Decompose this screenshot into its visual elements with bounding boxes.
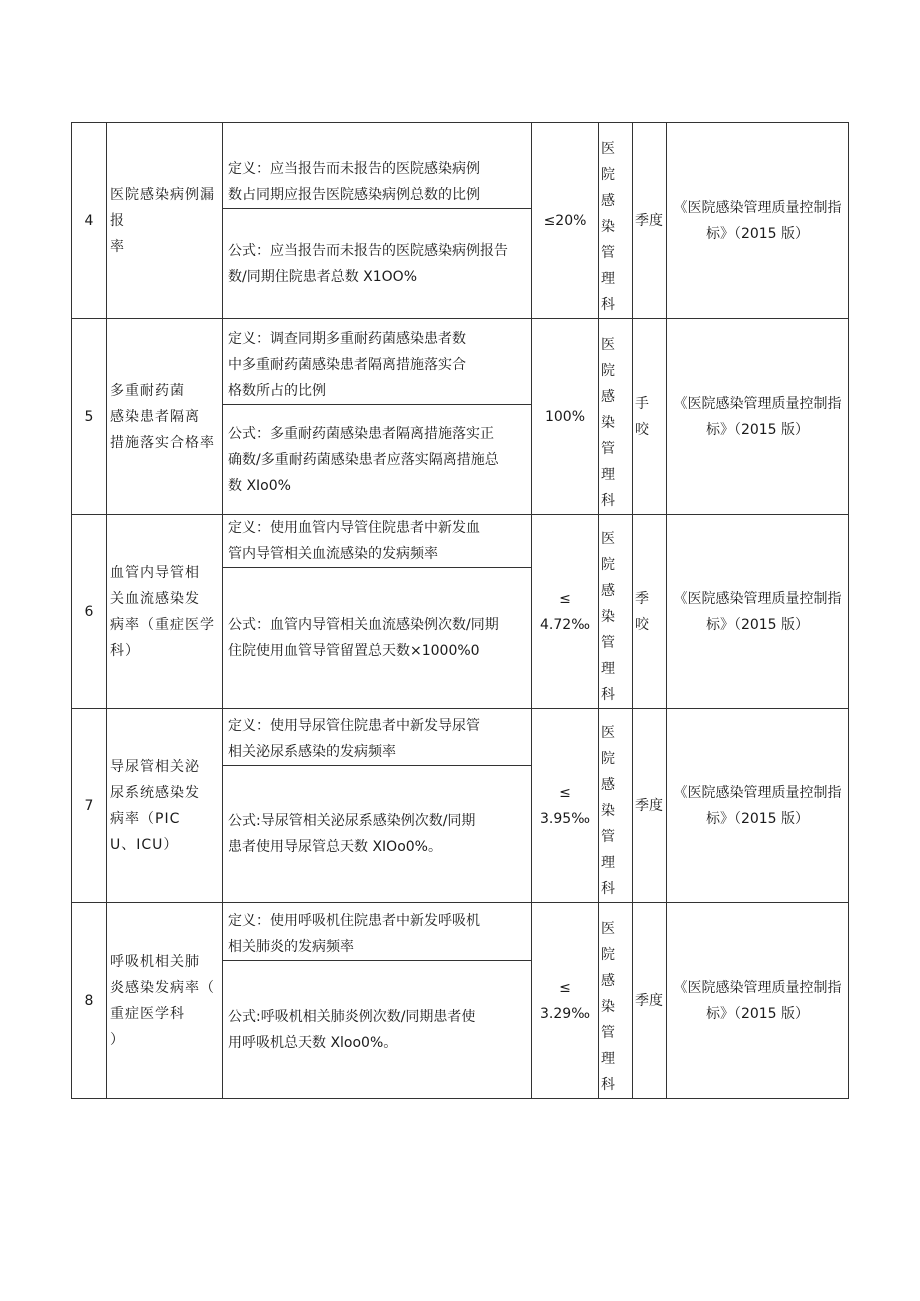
quality-indicator-table	[71, 122, 849, 1099]
row-number: 5	[72, 319, 107, 515]
monitoring-frequency: 季度	[633, 903, 667, 1099]
indicator-formula: 公式：血管内导管相关血流感染例次数/同期 住院使用血管导管留置总天数×1000%0	[223, 568, 532, 709]
indicator-formula: 公式：应当报告而未报告的医院感染病例报告 数/同期住院患者总数 X1OO%	[223, 209, 532, 319]
responsible-department: 医院 感染 管理 科	[599, 123, 633, 319]
indicator-definition: 定义：应当报告而未报告的医院感染病例 数占同期应报告医院感染病例总数的比例	[223, 123, 532, 209]
indicator-formula: 公式：多重耐药菌感染患者隔离措施落实正 确数/多重耐药菌感染患者应落实隔离措施总 数 XIo0%	[223, 405, 532, 515]
responsible-department: 医院 感染 管理 科	[599, 319, 633, 515]
indicator-definition: 定义：使用导尿管住院患者中新发导尿管 相关泌尿系感染的发病频率	[223, 709, 532, 766]
monitoring-frequency: 手 咬	[633, 319, 667, 515]
target-value: ≤20%	[532, 123, 599, 319]
table-row	[72, 515, 849, 568]
indicator-name: 多重耐药菌 感染患者隔离 措施落实合格率	[107, 319, 223, 515]
indicator-name: 血管内导管相 关血流感染发 病率（重症医学科）	[107, 515, 223, 709]
indicator-definition: 定义：调查同期多重耐药菌感染患者数 中多重耐药菌感染患者隔离措施落实合 格数所占的比例	[223, 319, 532, 405]
monitoring-frequency: 季 咬	[633, 515, 667, 709]
table-row	[72, 709, 849, 766]
target-value: ≤ 3.95‰	[532, 709, 599, 903]
indicator-name: 呼吸机相关肺 炎感染发病率（ 重症医学科 ）	[107, 903, 223, 1099]
indicator-formula: 公式:导尿管相关泌尿系感染例次数/同期 患者使用导尿管总天数 XIOo0%。	[223, 766, 532, 903]
indicator-name: 导尿管相关泌 尿系统感染发 病率（PIC U、ICU）	[107, 709, 223, 903]
table-row	[72, 319, 849, 405]
indicator-source: 《医院感染管理质量控制指标》（2015 版）	[667, 709, 849, 903]
target-value: ≤ 3.29‰	[532, 903, 599, 1099]
monitoring-frequency: 季度	[633, 123, 667, 319]
monitoring-frequency: 季度	[633, 709, 667, 903]
indicator-name: 医院感染病例漏报 率	[107, 123, 223, 319]
table-row	[72, 123, 849, 209]
row-number: 8	[72, 903, 107, 1099]
row-number: 4	[72, 123, 107, 319]
table-row	[72, 903, 849, 961]
target-value: 100%	[532, 319, 599, 515]
indicator-source: 《医院感染管理质量控制指标》（2015 版）	[667, 515, 849, 709]
responsible-department: 医院 感染 管理 科	[599, 903, 633, 1099]
indicator-source: 《医院感染管理质量控制指标》（2015 版）	[667, 903, 849, 1099]
responsible-department: 医院 感染 管理 科	[599, 515, 633, 709]
target-value: ≤ 4.72‰	[532, 515, 599, 709]
indicator-source: 《医院感染管理质量控制指标》（2015 版）	[667, 319, 849, 515]
row-number: 6	[72, 515, 107, 709]
indicator-source: 《医院感染管理质量控制指标》（2015 版）	[667, 123, 849, 319]
row-number: 7	[72, 709, 107, 903]
indicator-definition: 定义：使用呼吸机住院患者中新发呼吸机 相关肺炎的发病频率	[223, 903, 532, 961]
responsible-department: 医院 感染 管理 科	[599, 709, 633, 903]
indicator-formula: 公式:呼吸机相关肺炎例次数/同期患者使 用呼吸机总天数 Xloo0%。	[223, 961, 532, 1099]
indicator-definition: 定义：使用血管内导管住院患者中新发血 管内导管相关血流感染的发病频率	[223, 515, 532, 568]
